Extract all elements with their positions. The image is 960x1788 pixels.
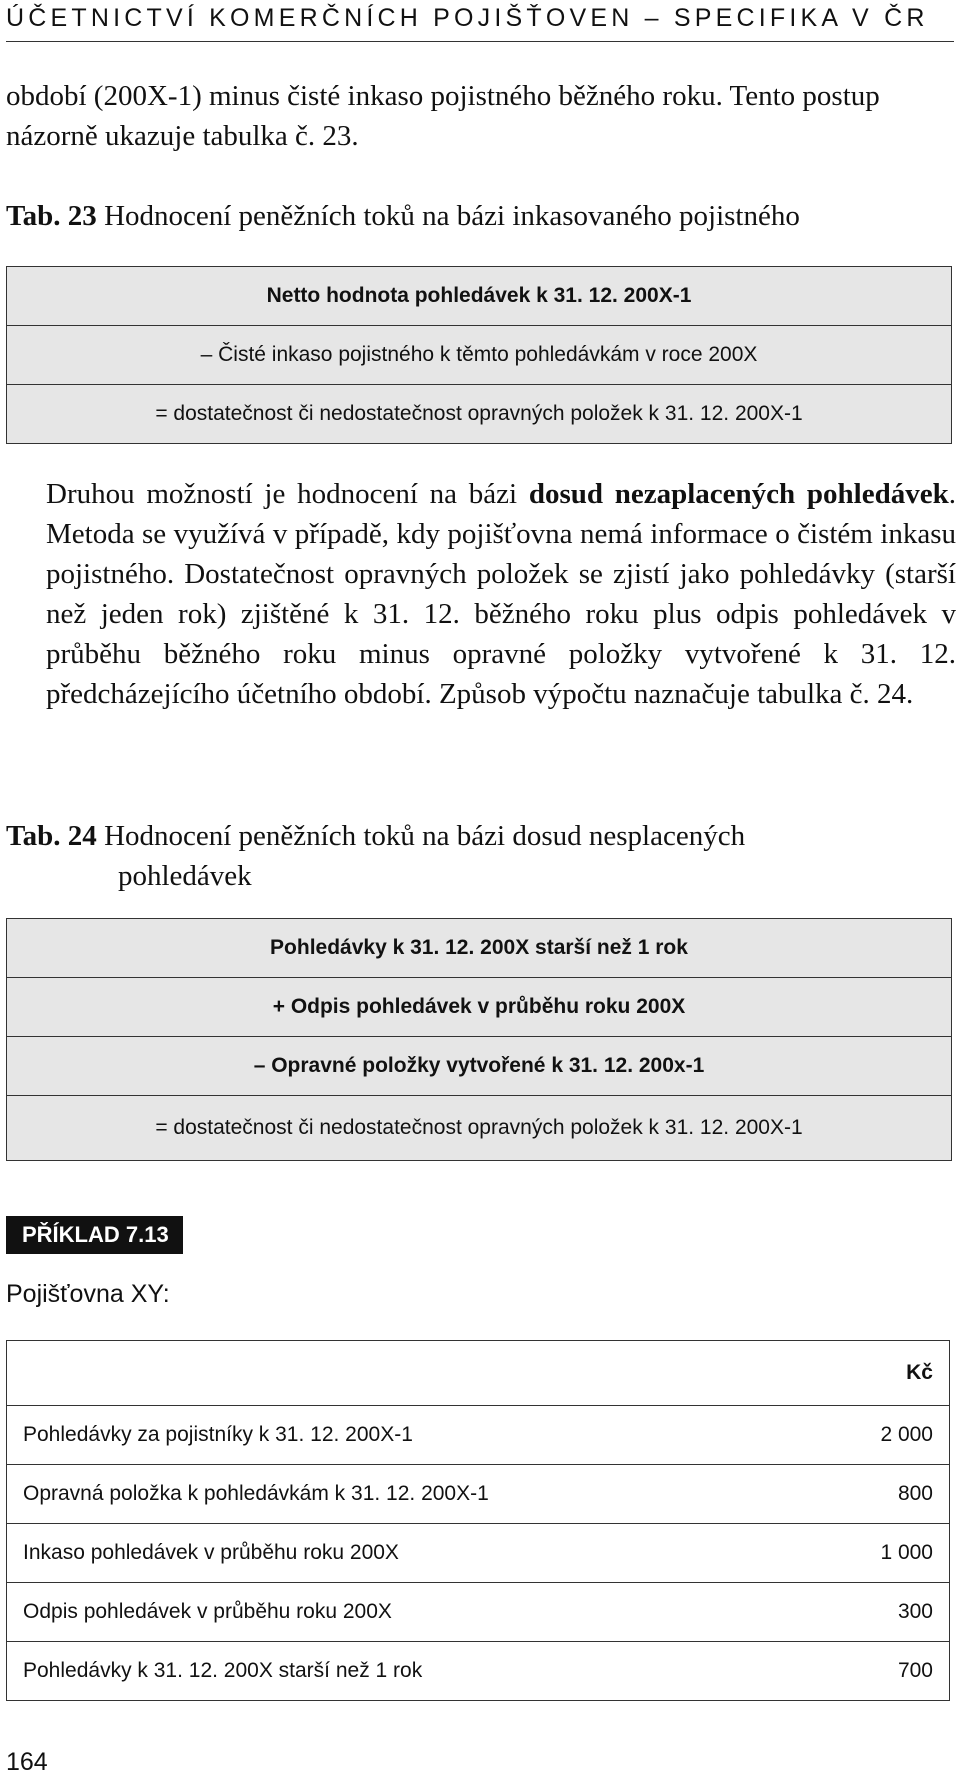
table-row	[7, 1642, 950, 1701]
table-24-caption	[6, 816, 745, 896]
paragraph-method-emphasis: dosud nezaplacených pohledávek	[528, 478, 949, 510]
running-header: ÚČETNICTVÍ KOMERČNÍCH POJIŠŤOVEN – SPECIFIKA V ČR	[6, 4, 954, 42]
table-23-title: Hodnocení peněžních toků na bázi inkasovaného pojistného	[104, 200, 800, 232]
table-24-row: Pohledávky k 31. 12. 200X starší než 1 rok	[7, 919, 951, 978]
row-label: Opravná položka k pohledávkám k 31. 12. 200X-1	[7, 1465, 778, 1524]
example-badge: PŘÍKLAD 7.13	[6, 1216, 183, 1254]
row-value: 1 000	[777, 1524, 950, 1583]
row-value: 300	[777, 1583, 950, 1642]
row-value: 2 000	[777, 1406, 950, 1465]
paragraph-method	[46, 474, 956, 714]
page-number: 164	[6, 1748, 48, 1776]
table-23-row: = dostatečnost či nedostatečnost opravných položek k 31. 12. 200X-1	[155, 402, 803, 425]
company-name: Pojišťovna XY:	[6, 1280, 170, 1308]
table-24-title-cont: pohledávek	[118, 860, 252, 892]
table-24-row: + Odpis pohledávek v průběhu roku 200X	[7, 978, 951, 1037]
row-label: Pohledávky za pojistníky k 31. 12. 200X-1	[7, 1406, 778, 1465]
table-row	[7, 1406, 950, 1465]
table-24-title: Hodnocení peněžních toků na bázi dosud nesplacených	[104, 820, 746, 852]
paragraph-intro: období (200X-1) minus čisté inkaso pojistného běžného roku. Tento postup názorně ukazuje tabulka č. 23.	[6, 80, 880, 152]
table-23-label: Tab. 23	[6, 200, 97, 232]
table-row	[7, 1465, 950, 1524]
example-table	[6, 1340, 950, 1701]
paragraph-method-text: Druhou možností je hodnocení na bázi	[46, 478, 529, 510]
paragraph-method-text-rest: . Metoda se využívá v případě, kdy pojišťovna nemá informace o čistém inkasu pojistného. Dostatečnost opravných položek se zjistí jako pohledávky (starší než jeden rok) zjištěné k 31. 12. běžného roku plus odpis pohledávek v průběhu běžného roku minus opravné položky vytvořené k 31. 12. předcházejícího účetního období. Způsob výpočtu naznačuje tabulka č. 24.	[46, 478, 956, 710]
header-empty-cell	[7, 1341, 778, 1406]
currency-unit: Kč	[906, 1361, 933, 1384]
table-24	[6, 918, 952, 1161]
table-row	[7, 1524, 950, 1583]
row-label: Pohledávky k 31. 12. 200X starší než 1 rok	[7, 1642, 778, 1701]
table-23-caption	[6, 196, 800, 236]
table-24-label: Tab. 24	[6, 820, 97, 852]
row-value: 800	[777, 1465, 950, 1524]
table-23-row: – Čisté inkaso pojistného k těmto pohledávkám v roce 200X	[7, 326, 951, 385]
table-23-row: Netto hodnota pohledávek k 31. 12. 200X-1	[7, 267, 951, 326]
table-header-row	[7, 1341, 950, 1406]
row-value: 700	[777, 1642, 950, 1701]
table-24-row: – Opravné položky vytvořené k 31. 12. 200x-1	[7, 1037, 951, 1096]
row-label: Odpis pohledávek v průběhu roku 200X	[7, 1583, 778, 1642]
table-24-row: = dostatečnost či nedostatečnost opravných položek k 31. 12. 200X-1	[155, 1116, 803, 1139]
table-row	[7, 1583, 950, 1642]
row-label: Inkaso pohledávek v průběhu roku 200X	[7, 1524, 778, 1583]
table-23	[6, 266, 952, 444]
